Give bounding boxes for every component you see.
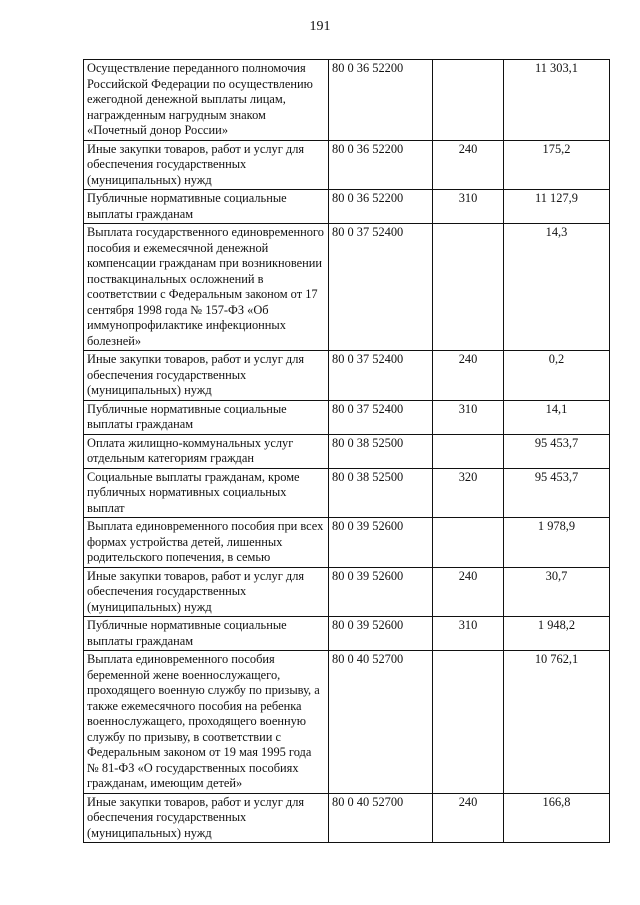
row-sum-cell: 95 453,7 — [504, 468, 610, 518]
row-kind-cell: 240 — [433, 140, 504, 190]
row-name-cell: Публичные нормативные социальные выплаты гражданам — [84, 400, 329, 434]
table-row — [84, 617, 610, 651]
row-name-cell: Выплата единовременного пособия при всех формах устройства детей, лишенных родительского попечения, в семью — [84, 518, 329, 568]
row-sum-cell: 175,2 — [504, 140, 610, 190]
table-row — [84, 224, 610, 351]
row-kind-cell — [433, 434, 504, 468]
table-row — [84, 351, 610, 401]
row-name-cell: Иные закупки товаров, работ и услуг для обеспечения государственных (муниципальных) нужд — [84, 567, 329, 617]
row-code-cell: 80 0 39 52600 — [329, 567, 433, 617]
row-name-cell: Публичные нормативные социальные выплаты гражданам — [84, 190, 329, 224]
table-row — [84, 140, 610, 190]
row-kind-cell: 320 — [433, 468, 504, 518]
table-row — [84, 434, 610, 468]
row-kind-cell: 240 — [433, 567, 504, 617]
row-name-cell: Осуществление переданного полномочия Российской Федерации по осуществлению ежегодной денежной выплаты лицам, награжденным нагрудным знаком «Почетный донор России» — [84, 60, 329, 141]
row-kind-cell: 310 — [433, 190, 504, 224]
row-code-cell: 80 0 36 52200 — [329, 60, 433, 141]
row-sum-cell: 166,8 — [504, 793, 610, 843]
row-name-cell: Выплата государственного единовременного пособия и ежемесячной денежной компенсации гражданам при возникновении поствакцинальных осложнений в соответствии с Федеральным законом от 17 сентября 1998 года № 157-ФЗ «Об иммунопрофилактике инфекционных болезней» — [84, 224, 329, 351]
row-kind-cell — [433, 651, 504, 794]
table-row — [84, 793, 610, 843]
row-name-cell: Иные закупки товаров, работ и услуг для обеспечения государственных (муниципальных) нужд — [84, 793, 329, 843]
row-kind-cell: 240 — [433, 351, 504, 401]
table-row — [84, 468, 610, 518]
row-code-cell: 80 0 36 52200 — [329, 140, 433, 190]
row-code-cell: 80 0 38 52500 — [329, 434, 433, 468]
page-number: 191 — [309, 19, 331, 34]
row-sum-cell: 0,2 — [504, 351, 610, 401]
row-kind-cell: 310 — [433, 617, 504, 651]
table-row — [84, 518, 610, 568]
row-name-cell: Оплата жилищно-коммунальных услуг отдельным категориям граждан — [84, 434, 329, 468]
row-code-cell: 80 0 39 52600 — [329, 617, 433, 651]
row-kind-cell: 240 — [433, 793, 504, 843]
row-name-cell: Выплата единовременного пособия беременной жене военнослужащего, проходящего военную службу по призыву, а также ежемесячного пособия на ребенка военнослужащего, проходящего военную службу по призыву, в соответствии с Федеральным законом от 19 мая 1995 года № 81-ФЗ «О государственных пособиях гражданам, имеющим детей» — [84, 651, 329, 794]
row-code-cell: 80 0 37 52400 — [329, 351, 433, 401]
row-name-cell: Иные закупки товаров, работ и услуг для обеспечения государственных (муниципальных) нужд — [84, 140, 329, 190]
row-code-cell: 80 0 37 52400 — [329, 400, 433, 434]
table-row — [84, 651, 610, 794]
row-sum-cell: 14,3 — [504, 224, 610, 351]
row-sum-cell: 95 453,7 — [504, 434, 610, 468]
row-sum-cell: 1 948,2 — [504, 617, 610, 651]
table-row — [84, 567, 610, 617]
row-kind-cell — [433, 518, 504, 568]
row-code-cell: 80 0 36 52200 — [329, 190, 433, 224]
row-sum-cell: 10 762,1 — [504, 651, 610, 794]
row-code-cell: 80 0 40 52700 — [329, 651, 433, 794]
table-row — [84, 400, 610, 434]
row-kind-cell — [433, 60, 504, 141]
row-code-cell: 80 0 37 52400 — [329, 224, 433, 351]
row-sum-cell: 11 303,1 — [504, 60, 610, 141]
row-sum-cell: 30,7 — [504, 567, 610, 617]
table-row — [84, 60, 610, 141]
row-kind-cell: 310 — [433, 400, 504, 434]
row-sum-cell: 1 978,9 — [504, 518, 610, 568]
row-kind-cell — [433, 224, 504, 351]
row-sum-cell: 14,1 — [504, 400, 610, 434]
row-code-cell: 80 0 39 52600 — [329, 518, 433, 568]
table-row — [84, 190, 610, 224]
budget-table — [83, 59, 610, 843]
row-code-cell: 80 0 40 52700 — [329, 793, 433, 843]
row-name-cell: Публичные нормативные социальные выплаты гражданам — [84, 617, 329, 651]
row-code-cell: 80 0 38 52500 — [329, 468, 433, 518]
row-name-cell: Иные закупки товаров, работ и услуг для обеспечения государственных (муниципальных) нужд — [84, 351, 329, 401]
row-name-cell: Социальные выплаты гражданам, кроме публичных нормативных социальных выплат — [84, 468, 329, 518]
row-sum-cell: 11 127,9 — [504, 190, 610, 224]
